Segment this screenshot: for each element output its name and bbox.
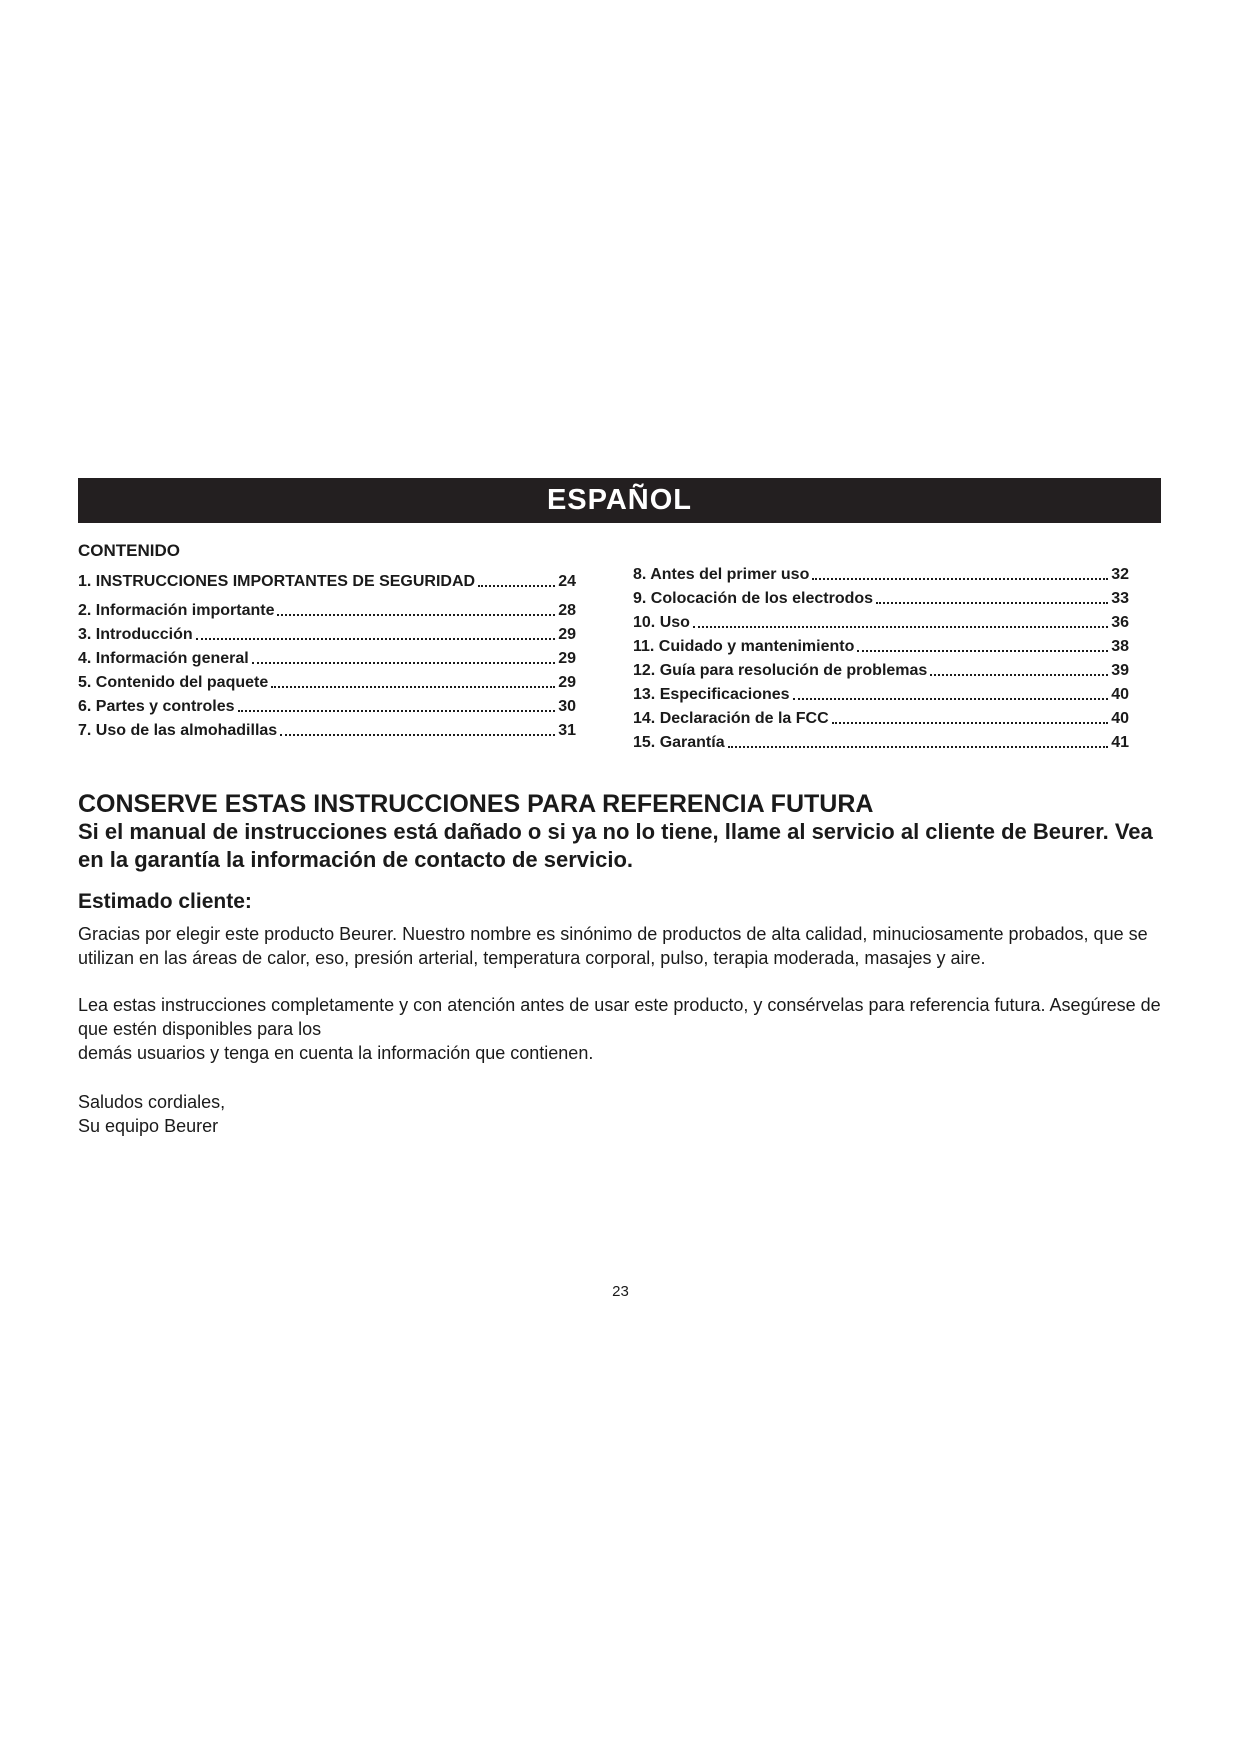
toc-entry-title: 4. Información general: [78, 650, 249, 667]
toc-entry-title: 14. Declaración de la FCC: [633, 710, 829, 727]
keep-instructions-heading: CONSERVE ESTAS INSTRUCCIONES PARA REFERENCIA FUTURA: [78, 790, 874, 818]
toc-entry-title: 12. Guía para resolución de problemas: [633, 662, 928, 679]
closing: Saludos cordiales,: [78, 1092, 226, 1112]
toc-entry-title: 5. Contenido del paquete: [78, 674, 269, 691]
page-number: 23: [612, 1283, 629, 1300]
toc-entry-page: 30: [558, 698, 576, 715]
toc-entry: [78, 671, 576, 695]
toc-entry-title: 7. Uso de las almohadillas: [78, 722, 278, 739]
toc-entry: [78, 623, 576, 647]
toc-entry-title: 3. Introducción: [78, 626, 193, 643]
toc-entry: [633, 683, 1129, 707]
toc-dot-leader: [280, 734, 555, 736]
toc-heading: CONTENIDO: [78, 541, 180, 560]
toc-entry-page: 41: [1111, 734, 1129, 751]
toc-entry-page: 29: [558, 626, 576, 643]
toc-entry-page: 29: [558, 674, 576, 691]
toc-entry-title: 1. INSTRUCCIONES IMPORTANTES DE SEGURIDAD: [78, 573, 476, 590]
toc-dot-leader: [478, 585, 555, 587]
toc-entry-page: 40: [1111, 686, 1129, 703]
toc-dot-leader: [252, 662, 555, 664]
toc-dot-leader: [832, 722, 1109, 724]
toc-entry-title: 8. Antes del primer uso: [633, 566, 810, 583]
toc-entry-page: 29: [558, 650, 576, 667]
toc-dot-leader: [930, 674, 1108, 676]
toc-entry: [78, 647, 576, 671]
signature: Su equipo Beurer: [78, 1116, 219, 1136]
toc-left-column: [78, 570, 576, 743]
toc-dot-leader: [693, 626, 1108, 628]
toc-entry-title: 10. Uso: [633, 614, 690, 631]
toc-entry: [633, 563, 1129, 587]
toc-entry: [633, 611, 1129, 635]
toc-entry: [633, 731, 1129, 755]
toc-entry-page: 36: [1111, 614, 1129, 631]
read-instructions-line-1: Lea estas instrucciones completamente y con atención antes de usar este producto, y consérvelas para referencia futura. Asegúrese de que estén disponibles para los: [78, 995, 1161, 1039]
toc-entry: [78, 570, 576, 594]
toc-entry-title: 11. Cuidado y mantenimiento: [633, 638, 855, 655]
toc-entry-page: 31: [558, 722, 576, 739]
toc-entry-page: 28: [558, 602, 576, 619]
toc-entry-page: 33: [1111, 590, 1129, 607]
toc-dot-leader: [876, 602, 1108, 604]
toc-entry: [78, 695, 576, 719]
toc-entry-page: 39: [1111, 662, 1129, 679]
toc-dot-leader: [196, 638, 556, 640]
toc-entry-title: 15. Garantía: [633, 734, 725, 751]
toc-dot-leader: [238, 710, 556, 712]
toc-entry: [78, 719, 576, 743]
toc-dot-leader: [271, 686, 555, 688]
section-banner: [78, 478, 1161, 523]
toc-dot-leader: [857, 650, 1108, 652]
intro-paragraph: Gracias por elegir este producto Beurer. Nuestro nombre es sinónimo de productos de alta calidad, minuciosamente probados, que se utilizan en las áreas de calor, eso, presión arterial, temperatura corporal, pulso, terapia moderada, masajes y aire.: [78, 924, 1148, 968]
toc-entry-title: 2. Información importante: [78, 602, 275, 619]
toc-entry: [78, 599, 576, 623]
greeting: Estimado cliente:: [78, 890, 252, 913]
toc-entry-title: 9. Colocación de los electrodos: [633, 590, 874, 607]
toc-entry-title: 13. Especificaciones: [633, 686, 790, 703]
toc-entry: [633, 659, 1129, 683]
toc-right-column: [633, 563, 1129, 755]
toc-entry-page: 32: [1111, 566, 1129, 583]
read-instructions-line-2: demás usuarios y tenga en cuenta la información que contienen.: [78, 1043, 594, 1063]
toc-entry: [633, 707, 1129, 731]
toc-entry-page: 24: [558, 573, 576, 590]
damaged-manual-notice: Si el manual de instrucciones está dañado o si ya no lo tiene, llame al servicio al cliente de Beurer. Vea en la garantía la información de contacto de servicio.: [78, 819, 1153, 872]
toc-dot-leader: [812, 578, 1108, 580]
toc-entry-title: 6. Partes y controles: [78, 698, 235, 715]
toc-entry: [633, 587, 1129, 611]
toc-entry-page: 40: [1111, 710, 1129, 727]
toc-dot-leader: [793, 698, 1109, 700]
toc-dot-leader: [728, 746, 1109, 748]
toc-dot-leader: [277, 614, 555, 616]
sign-off: [78, 1090, 1163, 1138]
read-instructions-paragraph: [78, 993, 1163, 1065]
toc-entry: [633, 635, 1129, 659]
language-title: ESPAÑOL: [546, 484, 693, 516]
toc-entry-page: 38: [1111, 638, 1129, 655]
